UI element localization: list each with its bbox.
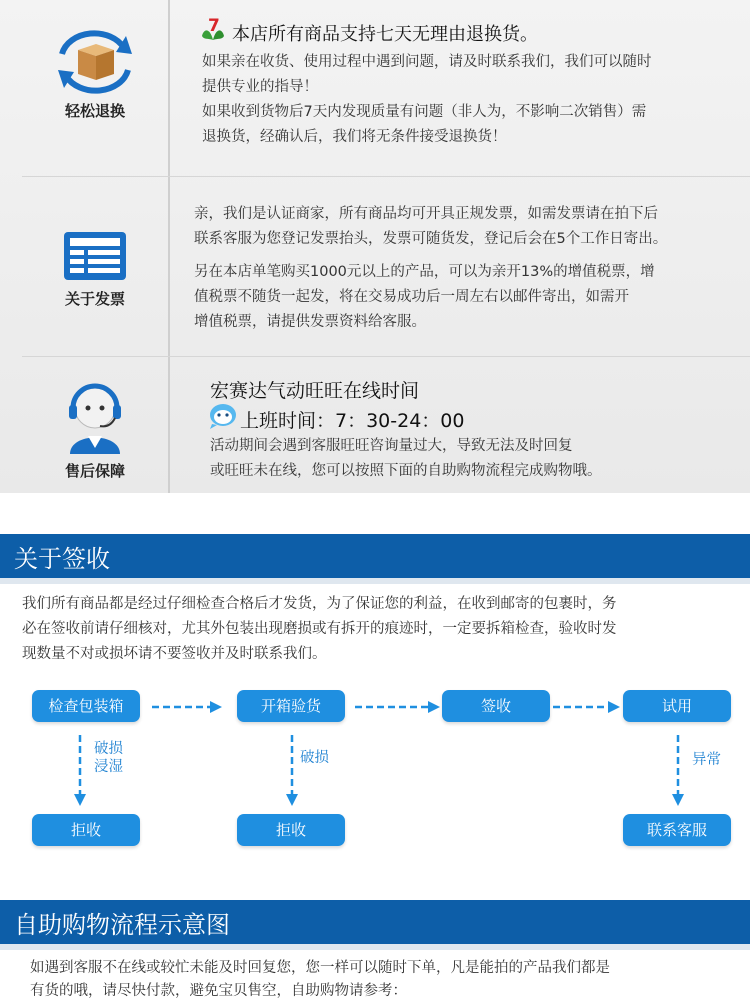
invoice-line: 亲，我们是认证商家，所有商品均可开具正规发票，如需发票请在拍下后 bbox=[194, 206, 658, 222]
signing-line: 现数量不对或损坏请不要签收并及时联系我们。 bbox=[22, 646, 327, 662]
flow-condition-abnormal: 异常 bbox=[692, 752, 721, 768]
invoice-line: 增值税票，请提供发票资料给客服。 bbox=[194, 314, 426, 330]
invoice-line: 联系客服为您登记发票抬头，发票可随货发，登记后会在5个工作日寄出。 bbox=[194, 231, 668, 247]
invoice-line: 另在本店单笔购买1000元以上的产品，可以为亲开13%的增值税票，增 bbox=[194, 264, 655, 280]
flow-step-sign: 签收 bbox=[442, 690, 550, 722]
returns-line: 提供专业的指导！ bbox=[202, 79, 318, 95]
invoice-line: 值税票不随货一起发，将在交易成功后一周左右以邮件寄出，如需开 bbox=[194, 289, 629, 305]
selfservice-line: 有货的哦，请尽快付款，避免宝贝售空，自助购物请参考： bbox=[30, 983, 407, 999]
selfservice-banner bbox=[0, 900, 750, 944]
flow-outcome-contact-service: 联系客服 bbox=[623, 814, 731, 846]
flow-condition-damaged: 破损 bbox=[94, 741, 123, 757]
invoice-label: 关于发票 bbox=[64, 290, 125, 308]
flow-step-open-inspect: 开箱验货 bbox=[237, 690, 345, 722]
returns-line: 如果亲在收货、使用过程中遇到问题，请及时联系我们，我们可以随时 bbox=[202, 54, 652, 70]
service-title: 宏赛达气动旺旺在线时间 bbox=[210, 380, 420, 402]
returns-title: 本店所有商品支持七天无理由退换货。 bbox=[232, 24, 538, 45]
returns-line: 退换货，经确认后，我们将无条件接受退换货！ bbox=[202, 129, 507, 145]
flow-outcome-reject: 拒收 bbox=[237, 814, 345, 846]
flow-outcome-reject: 拒收 bbox=[32, 814, 140, 846]
service-line: 活动期间会遇到客服旺旺咨询量过大，导致无法及时回复 bbox=[210, 438, 573, 454]
service-hours: 上班时间：7：30-24：00 bbox=[240, 410, 465, 432]
selfservice-banner-title: 自助购物流程示意图 bbox=[14, 911, 230, 939]
service-line: 或旺旺未在线，您可以按照下面的自助购物流程完成购物哦。 bbox=[210, 463, 602, 479]
signing-line: 我们所有商品都是经过仔细检查合格后才发货，为了保证您的利益，在收到邮寄的包裹时，务 bbox=[22, 596, 617, 612]
flow-condition-damaged: 破损 bbox=[300, 750, 329, 766]
banner-shadow bbox=[0, 944, 750, 950]
selfservice-line: 如遇到客服不在线或较忙未能及时回复您，您一样可以随时下单，凡是能拍的产品我们都是 bbox=[30, 960, 610, 976]
flow-condition-wet: 浸湿 bbox=[94, 759, 123, 775]
flow-step-trial: 试用 bbox=[623, 690, 731, 722]
returns-label: 轻松退换 bbox=[64, 102, 125, 120]
signing-line: 必在签收前请仔细核对，尤其外包装出现磨损或有拆开的痕迹时，一定要拆箱检查，验收时发 bbox=[22, 621, 617, 637]
svg-text:7: 7 bbox=[208, 16, 220, 36]
returns-line: 如果收到货物后7天内发现质量有问题（非人为，不影响二次销售）需 bbox=[202, 104, 647, 120]
signing-banner-title: 关于签收 bbox=[14, 545, 110, 573]
service-label: 售后保障 bbox=[64, 462, 125, 480]
flow-step-check-package: 检查包装箱 bbox=[32, 690, 140, 722]
